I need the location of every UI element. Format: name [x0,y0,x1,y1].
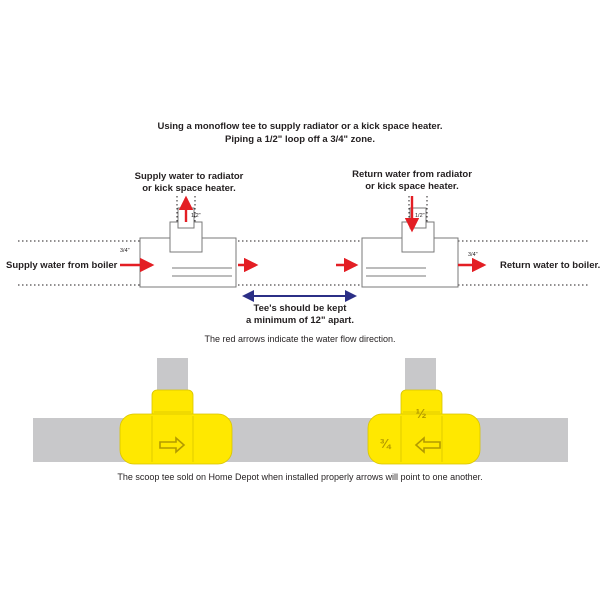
return-to-boiler-label: Return water to boiler. [500,260,600,271]
left-pipe-size: 3/4" [120,248,130,254]
title-line-2: Piping a 1/2" loop off a 3/4" zone. [225,134,375,145]
scoop-main-pipe [33,418,568,462]
right-branch-size: 1/2" [415,213,425,219]
right-pipe-size: 3/4" [468,252,478,258]
red-arrows-caption: The red arrows indicate the water flow direction. [204,334,396,344]
spacing-note-line-1: Tee's should be kept [253,303,347,314]
left-tee-label-line-1: Supply water to radiator [134,171,244,182]
spacing-note-line-2: a minimum of 12" apart. [246,315,354,326]
right-scoop-branch-pipe [405,358,436,394]
left-scoop-branch-pipe [157,358,188,394]
right-monoflow-tee [362,208,458,287]
left-monoflow-tee [140,208,236,287]
right-tee-label-line-2: or kick space heater. [365,181,459,192]
supply-from-boiler-label: Supply water from boiler [6,260,118,271]
scoop-run-size-mark: ¾ [379,436,391,451]
left-branch-size: 1/2" [191,213,201,219]
scoop-branch-size-mark: ½ [415,406,427,421]
title-line-1: Using a monoflow tee to supply radiator or a kick space heater. [157,121,443,132]
right-tee-label-line-1: Return water from radiator [352,169,472,180]
scoop-tee-caption: The scoop tee sold on Home Depot when installed properly arrows will point to one another. [117,472,483,482]
left-tee-label-line-2: or kick space heater. [142,183,236,194]
